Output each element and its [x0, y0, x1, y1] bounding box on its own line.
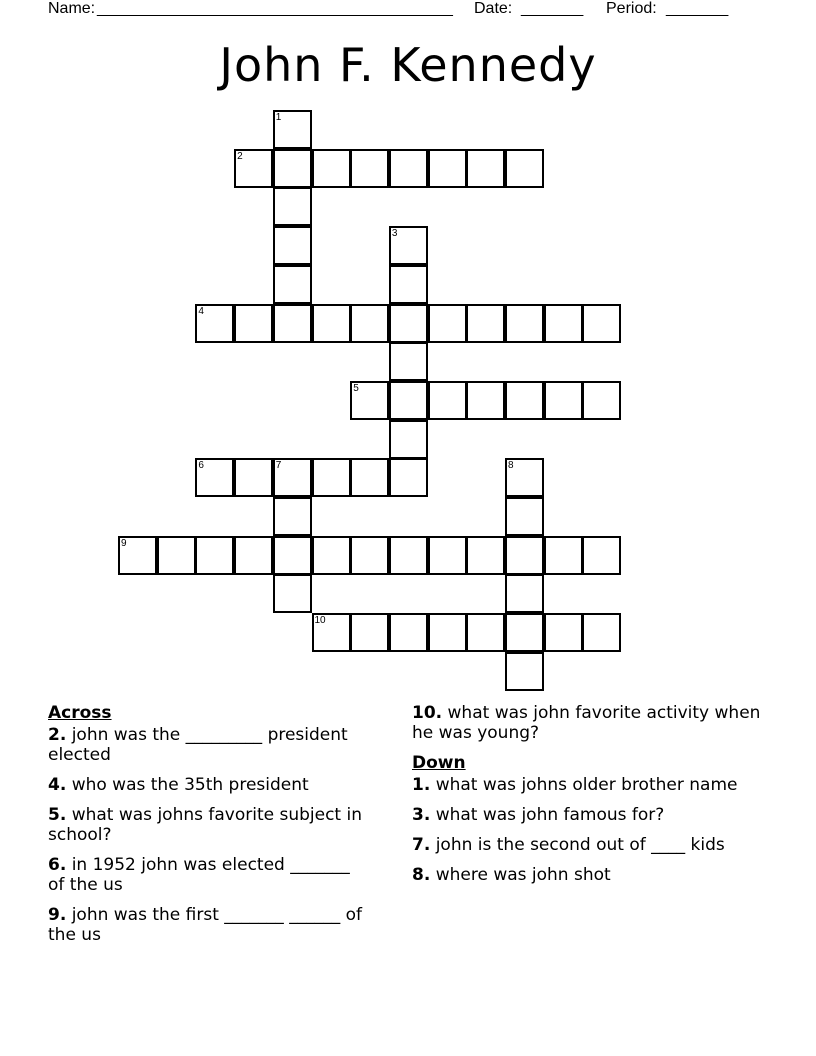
- clue-number: 10: [314, 615, 326, 627]
- grid-cell[interactable]: [505, 613, 544, 652]
- grid-cell[interactable]: [273, 536, 312, 575]
- clue-number: 1: [275, 112, 282, 123]
- grid-cell[interactable]: [505, 458, 544, 497]
- clue-text: john is the second out of ____ kids: [430, 835, 725, 855]
- grid-cell[interactable]: [505, 304, 544, 343]
- grid-cell[interactable]: [273, 304, 312, 343]
- across-clue: [48, 905, 368, 945]
- grid-cell[interactable]: [157, 536, 196, 575]
- grid-cell[interactable]: [389, 420, 428, 459]
- clue-number: 6.: [48, 855, 67, 875]
- clue-text: what was john favorite activity when he was young?: [412, 703, 761, 743]
- grid-cell[interactable]: [582, 304, 621, 343]
- grid-cell[interactable]: [389, 149, 428, 188]
- grid-cell[interactable]: [582, 536, 621, 575]
- clue-number: 8: [508, 460, 514, 472]
- grid-cell[interactable]: [118, 536, 157, 575]
- grid-cell[interactable]: [389, 613, 428, 652]
- clue-number: 3: [391, 228, 398, 240]
- across-clue: [412, 703, 772, 743]
- down-clue: [412, 805, 772, 825]
- grid-cell[interactable]: [389, 381, 428, 420]
- grid-cell[interactable]: [350, 381, 389, 420]
- grid-cell[interactable]: [234, 149, 273, 188]
- clue-number: 6: [198, 460, 204, 472]
- grid-cell[interactable]: [234, 304, 273, 343]
- down-heading: Down: [412, 753, 466, 773]
- clue-number: 2: [237, 150, 243, 162]
- grid-cell[interactable]: [389, 265, 428, 304]
- clue-text: what was johns older brother name: [430, 775, 738, 795]
- grid-cell[interactable]: [389, 342, 428, 381]
- grid-cell[interactable]: [389, 458, 428, 497]
- grid-cell[interactable]: [389, 226, 428, 265]
- clue-number: 7: [275, 460, 282, 472]
- clue-number: 10.: [412, 703, 443, 723]
- clue-text: john was the first _______ ______ of the us: [48, 905, 362, 945]
- grid-cell[interactable]: [505, 574, 544, 613]
- clue-text: what was johns favorite subject in school?: [48, 805, 363, 845]
- across-clue: [48, 725, 368, 765]
- clue-number: 7.: [412, 835, 431, 855]
- grid-cell[interactable]: [273, 226, 312, 265]
- grid-cell[interactable]: [582, 613, 621, 652]
- grid-cell[interactable]: [195, 304, 234, 343]
- grid-cell[interactable]: [544, 304, 583, 343]
- across-heading: Across: [48, 703, 112, 723]
- grid-cell[interactable]: [312, 458, 351, 497]
- grid-cell[interactable]: [428, 381, 467, 420]
- grid-cell[interactable]: [234, 458, 273, 497]
- grid-cell[interactable]: [312, 536, 351, 575]
- grid-cell[interactable]: [350, 613, 389, 652]
- date-label: Date:: [474, 0, 513, 17]
- grid-cell[interactable]: [466, 613, 505, 652]
- clue-number: 2.: [48, 725, 67, 745]
- clue-number: 9.: [48, 905, 67, 925]
- grid-cell[interactable]: [273, 149, 312, 188]
- grid-cell[interactable]: [273, 458, 312, 497]
- clue-text: where was john shot: [430, 865, 611, 885]
- grid-cell[interactable]: [389, 304, 428, 343]
- grid-cell[interactable]: [312, 613, 351, 652]
- clue-number: 4: [198, 305, 204, 317]
- grid-cell[interactable]: [582, 381, 621, 420]
- grid-cell[interactable]: [195, 458, 234, 497]
- grid-cell[interactable]: [466, 381, 505, 420]
- grid-cell[interactable]: [505, 497, 544, 536]
- grid-cell[interactable]: [195, 536, 234, 575]
- across-list: [48, 725, 368, 945]
- clue-number: 5.: [48, 805, 67, 825]
- grid-cell[interactable]: [505, 149, 544, 188]
- grid-cell[interactable]: [505, 536, 544, 575]
- down-clue: [412, 865, 772, 885]
- grid-cell[interactable]: [389, 536, 428, 575]
- grid-cell[interactable]: [273, 497, 312, 536]
- grid-cell[interactable]: [273, 265, 312, 304]
- date-blank[interactable]: _______: [521, 0, 584, 17]
- period-blank[interactable]: _______: [666, 0, 729, 17]
- clue-number: 1.: [412, 775, 431, 795]
- grid-cell[interactable]: [428, 536, 467, 575]
- clue-number: 3.: [412, 805, 431, 825]
- down-clue: [412, 775, 772, 795]
- clue-text: what was john famous for?: [430, 805, 665, 825]
- clue-number: 8.: [412, 865, 431, 885]
- grid-cell[interactable]: [466, 149, 505, 188]
- grid-cell[interactable]: [544, 381, 583, 420]
- across-clue: [48, 805, 368, 845]
- grid-cell[interactable]: [544, 536, 583, 575]
- across-clues: [48, 703, 368, 955]
- period-label: Period:: [606, 0, 657, 17]
- clue-text: who was the 35th president: [66, 775, 309, 795]
- clue-number: 4.: [48, 775, 67, 795]
- grid-cell[interactable]: [428, 304, 467, 343]
- clue-number: 9: [121, 537, 127, 549]
- grid-cell[interactable]: [273, 110, 312, 149]
- grid-cell[interactable]: [544, 613, 583, 652]
- down-list: [412, 775, 772, 885]
- grid-cell[interactable]: [234, 536, 273, 575]
- grid-cell[interactable]: [505, 652, 544, 691]
- clue-text: john was the _________ president elected: [48, 725, 348, 765]
- grid-cell[interactable]: [312, 304, 351, 343]
- grid-cell[interactable]: [312, 149, 351, 188]
- down-clue: [412, 835, 772, 855]
- grid-cell[interactable]: [505, 381, 544, 420]
- page-title: John F. Kennedy: [219, 38, 597, 92]
- name-blank[interactable]: ________________________________________: [97, 0, 453, 17]
- grid-cell[interactable]: [350, 536, 389, 575]
- grid-cell[interactable]: [273, 574, 312, 613]
- across-clue: [48, 775, 368, 795]
- grid-cell[interactable]: [350, 304, 389, 343]
- down-clues-column: [412, 703, 772, 895]
- name-label: Name:: [48, 0, 96, 17]
- grid-cell[interactable]: [466, 304, 505, 343]
- grid-cell[interactable]: [466, 536, 505, 575]
- across-list-continued: [412, 703, 772, 743]
- clue-text: in 1952 john was elected _______ of the us: [48, 855, 350, 895]
- grid-cell[interactable]: [428, 149, 467, 188]
- grid-cell[interactable]: [350, 149, 389, 188]
- grid-cell[interactable]: [428, 613, 467, 652]
- grid-cell[interactable]: [273, 187, 312, 226]
- grid-cell[interactable]: [350, 458, 389, 497]
- across-clue: [48, 855, 368, 895]
- clue-number: 5: [353, 382, 359, 394]
